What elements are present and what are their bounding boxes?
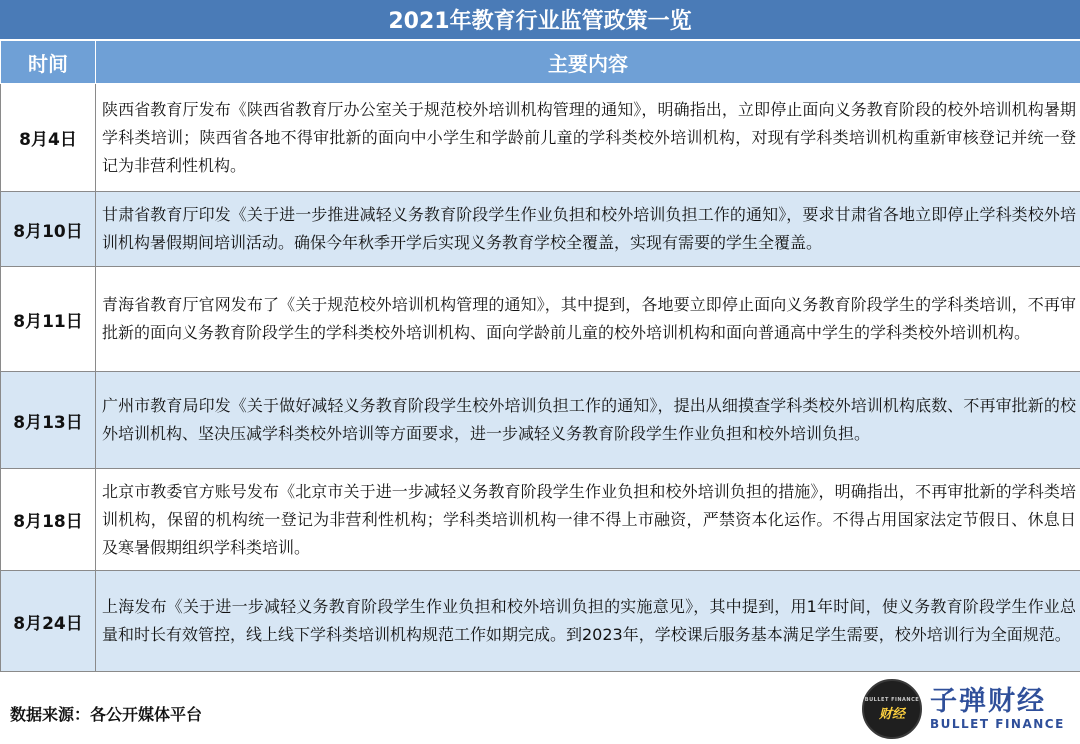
row-content: 上海发布《关于进一步减轻义务教育阶段学生作业负担和校外培训负担的实施意见》，其中提到，用1年时间，使义务教育阶段学生作业总量和时长有效管控，线上线下学科类培训机构规范工作如期完成。到2023年，学校课后服务基本满足学生需要，校外培训行为全面规范。 (96, 571, 1080, 672)
badge-big-text: 财经 (878, 706, 905, 722)
row-content: 甘肃省教育厅印发《关于进一步推进减轻义务教育阶段学生作业负担和校外培训负担工作的通知》，要求甘肃省各地立即停止学科类校外培训机构暑假期间培训活动。确保今年秋季开学后实现义务教育学校全覆盖，实现有需要的学生全覆盖。 (96, 192, 1080, 267)
row-date: 8月11日 (1, 267, 96, 372)
row-date: 8月18日 (1, 469, 96, 571)
row-content: 广州市教育局印发《关于做好减轻义务教育阶段学生校外培训负担工作的通知》，提出从细摸查学科类校外培训机构底数、不再审批新的校外培训机构、坚决压减学科类校外培训等方面要求，进一步减轻义务教育阶段学生作业负担和校外培训负担。 (96, 372, 1080, 469)
row-date: 8月10日 (1, 192, 96, 267)
table-row (1, 84, 1080, 192)
data-source: 数据来源：各公开媒体平台 (10, 705, 203, 724)
brand-logo (862, 678, 1072, 740)
row-content: 北京市教委官方账号发布《北京市关于进一步减轻义务教育阶段学生作业负担和校外培训负担的措施》，明确指出，不再审批新的学科类培训机构，保留的机构统一登记为非营利性机构；学科类培训机构一律不得上市融资，严禁资本化运作。不得占用国家法定节假日、休息日及寒暑假期组织学科类培训。 (96, 469, 1080, 571)
row-content: 青海省教育厅官网发布了《关于规范校外培训机构管理的通知》，其中提到，各地要立即停止面向义务教育阶段学生的学科类培训，不再审批新的面向义务教育阶段学生的学科类校外培训机构、面向学龄前儿童的校外培训机构和面向普通高中学生的学科类校外培训机构。 (96, 267, 1080, 372)
logo-wordmark (930, 687, 1065, 731)
row-date: 8月13日 (1, 372, 96, 469)
header-content: 主要内容 (96, 41, 1080, 84)
table-row (1, 267, 1080, 372)
table-row (1, 372, 1080, 469)
logo-chinese: 子弹财经 (930, 686, 1046, 717)
header-time: 时间 (1, 41, 96, 84)
header-row (1, 41, 1080, 84)
logo-badge-icon (862, 679, 922, 739)
table-row (1, 571, 1080, 672)
row-date: 8月4日 (1, 84, 96, 192)
policy-table (0, 40, 1080, 672)
row-content: 陕西省教育厅发布《陕西省教育厅办公室关于规范校外培训机构管理的通知》，明确指出，立即停止面向义务教育阶段的校外培训机构暑期学科类培训；陕西省各地不得审批新的面向中小学生和学龄前儿童的学科类校外培训机构，对现有学科类培训机构重新审核登记并统一登记为非营利性机构。 (96, 84, 1080, 192)
table-title: 2021年教育行业监管政策一览 (0, 0, 1080, 40)
row-date: 8月24日 (1, 571, 96, 672)
badge-small-text: BULLET FINANCE (864, 696, 920, 703)
table-row (1, 469, 1080, 571)
table-row (1, 192, 1080, 267)
footer (0, 672, 1080, 744)
logo-english: BULLET FINANCE (930, 717, 1065, 731)
